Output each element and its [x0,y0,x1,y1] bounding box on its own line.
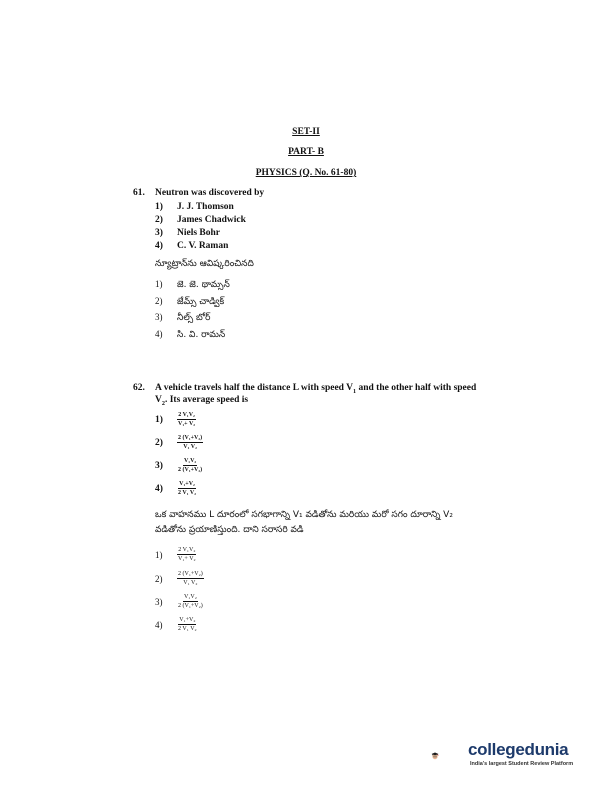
q61-number: 61. [133,188,145,198]
numerator: V₁V₂ [183,594,197,600]
option-number: 4) [155,241,163,251]
option-text: James Chadwick [177,215,246,225]
option-number: 1) [155,549,163,560]
q62-text-line2 [155,395,248,407]
numerator: 2 V₁V₂ [178,412,195,418]
section-title: PHYSICS (Q. No. 61-80) [255,168,357,178]
q62-text-sub: 2 [161,400,165,407]
fraction [177,434,203,451]
denominator: V₁ V₂ [183,580,198,586]
fraction [177,546,197,563]
option-number: 3) [155,228,163,238]
option-number: 3) [155,312,163,322]
option-text: Niels Bohr [177,228,221,238]
denominator: 2 (V₁+V₂) [178,603,203,609]
q61-telugu-option-3 [155,312,211,325]
collegedunia-logo-icon [430,736,470,776]
denominator: 2 (V₁+V₂) [178,467,203,473]
q62-telugu-option-4 [155,616,198,633]
q61-option-4 [155,241,228,251]
q62-option-2 [155,434,203,451]
part-label: PART- B [288,147,324,157]
option-number: 2) [155,296,163,306]
numerator: V₁+V₂ [179,481,195,487]
logo-tagline: India's largest Student Review Platform [470,761,574,767]
fraction [177,593,204,610]
option-text: నీల్స్ బోర్ [177,313,211,323]
option-text: సి. వి. రామన్ [177,330,226,340]
option-number: 4) [155,483,163,494]
q61-telugu-option-1 [155,279,230,292]
fraction [177,480,197,497]
option-number: 2) [155,215,163,225]
q62-text-part: and the other half with speed [356,383,477,393]
fraction [177,570,204,587]
q61-text: Neutron was discovered by [155,188,265,198]
denominator: V₁ V₂ [183,444,197,450]
denominator: 2 V₁ V₂ [178,626,197,632]
q62-text-sub: 1 [353,388,357,395]
q62-text-part: . Its average speed is [164,395,249,405]
option-number: 1) [155,414,163,425]
option-text: C. V. Raman [177,241,229,251]
option-text: జేమ్స్ చాడ్విక్ [177,297,225,307]
numerator: V₁+V₂ [179,617,196,623]
option-number: 4) [155,619,163,630]
logo-name: collegedunia [468,740,569,759]
q62-text-line1 [155,383,476,395]
denominator: V₁+ V₂ [178,556,196,562]
q62-telugu-line2: వడితోను ప్రయాణిస్తుంది. దాని సరాసరి వడి [155,525,304,535]
set-label: SET-II [292,127,320,137]
q62-option-1 [155,411,196,428]
q62-text-part: A vehicle travels half the distance L with speed V [155,383,354,393]
option-text: జె. జె. థామ్సన్ [177,280,230,290]
option-number: 1) [155,279,163,289]
numerator: 2 V₁V₂ [178,547,196,553]
option-number: 2) [155,573,163,584]
q61-telugu-option-4 [155,329,225,342]
q61-telugu-option-2 [155,296,224,309]
numerator: V₁V₂ [183,458,197,464]
q61-telugu-text: న్యూట్రాన్‌ను ఆవిష్కరించినది [155,259,254,269]
numerator: 2 (V₁+V₂) [178,571,203,577]
q61-option-1 [155,202,234,212]
q62-telugu-option-3 [155,593,204,610]
option-number: 1) [155,202,163,212]
q61-option-2 [155,215,246,225]
option-number: 2) [155,437,163,448]
option-number: 3) [155,596,163,607]
option-number: 4) [155,329,163,339]
q62-option-4 [155,480,197,497]
q62-option-3 [155,457,203,474]
q62-number: 62. [133,383,145,393]
fraction [177,616,198,633]
denominator: V₁+ V₂ [178,421,196,427]
fraction [177,457,203,474]
q62-telugu-line1: ఒక వాహనము L దూరంలో సగభాగాన్ని V₁ వడితోను మరియు మరో సగం దూరాన్ని V₂ [155,510,453,520]
q62-telugu-option-1 [155,546,197,563]
q62-telugu-option-2 [155,570,204,587]
option-number: 3) [155,460,163,471]
q62-text-part: V [155,395,162,405]
q61-option-3 [155,228,220,238]
fraction [177,411,196,428]
numerator: 2 (V₁+V₂) [178,435,203,441]
option-text: J. J. Thomson [177,202,234,212]
denominator: 2 V₁ V₂ [178,490,197,496]
